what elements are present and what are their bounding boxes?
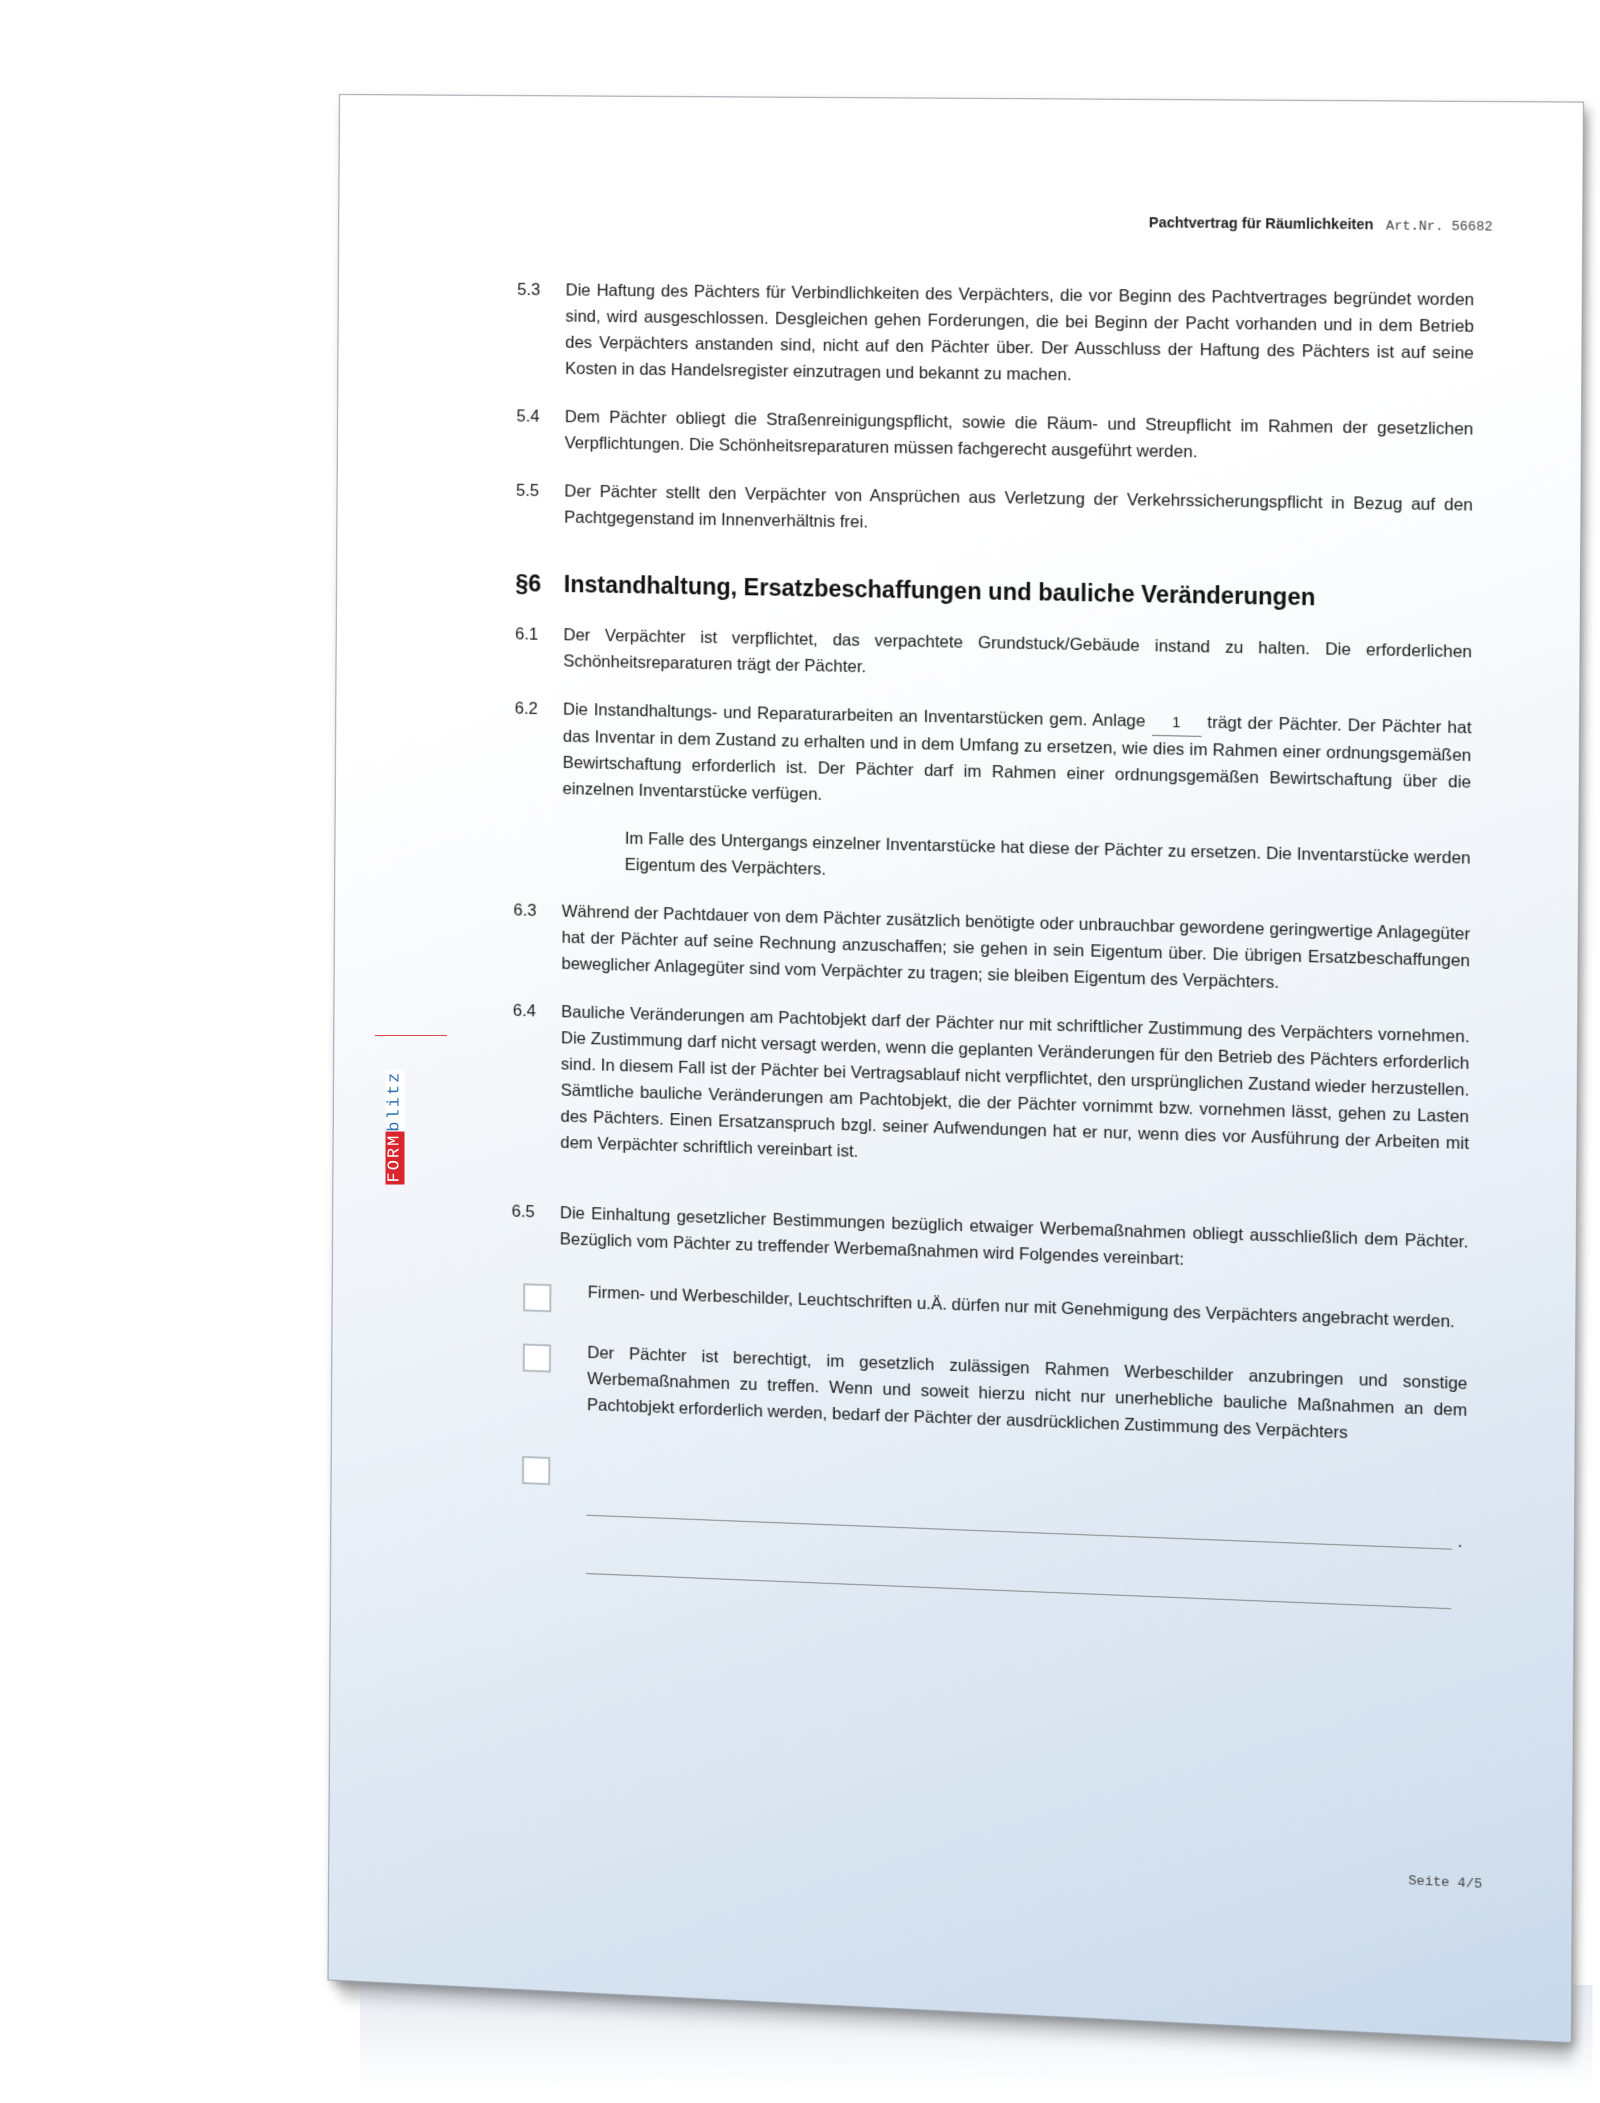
option-checkbox-2[interactable] — [523, 1343, 551, 1372]
option-row-3 — [509, 1449, 1467, 1649]
paragraph-text-after: trägt der Pächter. Der Pächter hat das Inventar in dem Zustand zu erhalten und in dem Umfang zu ersetzen, wie dies im Rahmen einer ordnungsgemäßen Bewirtschaftung erforderlich ist. Der Pächter darf im Rahmen einer ordnungsgemäßen Bewirtschaftung über die einzelnen Inventarstücke verfügen. — [562, 713, 1472, 804]
option-text-1: Firmen- und Werbeschilder, Leuchtschriften u.Ä. dürfen nur mit Genehmigung des Verpächters angebracht werden. — [587, 1283, 1455, 1332]
paragraph-text: Bauliche Veränderungen am Pachtobjekt darf der Pächter nur mit schriftlicher Zustimmung des Verpächters vornehmen. Die Zustimmung darf nicht versagt werden, wenn die geplanten Veränderungen für den Betrieb des Pächters erforderlich sind. In diesem Fall ist der Pächter bei Vertragsablauf nicht verpflichtet, den ursprünglichen Zustand wieder herzustellen. Sämtliche bauliche Veränderungen am Pachtobjekt, die der Pächter vornimmt bzw. vornehmen lässt, gehen zu Lasten des Pächters. Einen Ersatzanspruch bzgl. seiner Aufwendungen hat er nur, wenn dies vor Ausführung der Arbeiten mit dem Verpächter schriftlich vereinbart ist. — [560, 1003, 1470, 1161]
paragraph-6-2 — [514, 696, 1472, 899]
section-heading-6 — [515, 570, 1472, 614]
formblitz-logo — [382, 1035, 406, 1185]
page-number: Seite 4/5 — [1408, 1873, 1483, 1892]
paragraph-6-3 — [513, 897, 1470, 1001]
logo-blitz: blitz — [385, 1070, 405, 1132]
paragraph-number: 6.1 — [515, 625, 539, 644]
document-title: Pachtvertrag für Räumlichkeiten — [1148, 214, 1374, 233]
logo-form: FORM — [385, 1133, 405, 1183]
paragraph-text: Der Pächter stellt den Verpächter von Ansprüchen aus Verletzung der Verkehrssicherungspflicht in Bezug auf den Pachtgegenstand im Innenverhältnis frei. — [564, 482, 1473, 532]
paragraph-number: 6.5 — [511, 1202, 535, 1222]
paragraph-6-5 — [511, 1199, 1468, 1283]
document-body — [509, 277, 1474, 1650]
document-header — [1149, 214, 1493, 234]
paragraph-text-before: Die Instandhaltungs- und Reparaturarbeiten an Inventarstücken gem. Anlage — [562, 700, 1146, 731]
paragraph-5-3 — [517, 277, 1475, 394]
paragraph-text: Während der Pachtdauer von dem Pächter zusätzlich benötigte oder unbrauchbar gewordene geringwertige Anlagegüter hat der Pächter auf seine Rechnung anzuschaffen; sie gehen in sein Eigentum über. Die übrigen Ersatzbeschaffungen beweglicher Anlagegüter sind vom Verpächter zu tragen; sie bleiben Eigentum des Verpächters. — [561, 902, 1471, 993]
anlage-field[interactable]: 1 — [1151, 708, 1201, 737]
paragraph-text: Die Einhaltung gesetzlicher Bestimmungen bezüglich etwaiger Werbemaßnahmen obliegt ausschließlich dem Pächter. Bezüglich vom Pächter zu treffender Werbemaßnahmen wird Folgendes vereinbart: — [559, 1204, 1469, 1269]
paragraph-number: 6.3 — [513, 901, 537, 921]
free-text-line-2[interactable] — [586, 1573, 1451, 1609]
line-end-period: . — [1457, 1532, 1463, 1552]
option-row-2 — [510, 1337, 1467, 1451]
paragraph-6-4 — [512, 998, 1470, 1184]
option-row-1 — [511, 1277, 1468, 1344]
paragraph-text: Die Haftung des Pächters für Verbindlichkeiten des Verpächters, die vor Beginn des Pachtvertrages begründet worden sind, wird ausgeschlossen. Desgleichen gehen Forderungen, die bei Beginn der Pacht vorhanden und in dem Betrieb des Verpächters anstanden sind, nicht auf den Pächter über. Der Ausschluss der Haftung des Pächters ist auf seine Kosten in das Handelsregister einzutragen und bekannt zu machen. — [565, 281, 1475, 385]
option-checkbox-1[interactable] — [523, 1283, 551, 1312]
paragraph-5-4 — [516, 403, 1473, 469]
paragraph-5-5 — [516, 478, 1473, 546]
paragraph-number: 5.5 — [515, 481, 540, 501]
free-text-line-1[interactable] — [586, 1515, 1451, 1550]
paragraph-number: 6.2 — [514, 699, 538, 719]
paragraph-number: 5.3 — [517, 280, 541, 300]
paragraph-number: 5.4 — [516, 407, 540, 426]
paragraph-subtext: Im Falle des Untergangs einzelner Inventarstücke hat diese der Pächter zu ersetzen. Die Inventarstücke werden Eigentum des Verpächters. — [624, 829, 1471, 879]
paragraph-6-1 — [515, 621, 1472, 692]
option-text-2: Der Pächter ist berechtigt, im gesetzlich zulässigen Rahmen Werbeschilder anzubringen und sonstige Werbemaßnahmen zu treffen. Wenn und soweit hierzu nicht nur unerhebliche bauliche Maßnahmen an dem Pachtobjekt erforderlich werden, bedarf der Pächter der ausdrücklichen Zustimmung des Verpächters — [586, 1343, 1468, 1443]
paragraph-text — [562, 697, 1472, 899]
option-checkbox-3[interactable] — [522, 1456, 550, 1485]
paragraph-text: Der Verpächter ist verpflichtet, das verpachtete Grundstuck/Gebäude instand zu halten. Die erforderlichen Schönheitsreparaturen trägt der Pächter. — [563, 626, 1473, 677]
article-number: Art.Nr. 56682 — [1385, 218, 1493, 235]
section-number: §6 — [515, 570, 542, 597]
section-title: Instandhaltung, Ersatzbeschaffungen und bauliche Veränderungen — [563, 570, 1316, 611]
formblitz-logo-text — [386, 1035, 405, 1185]
option-free-text[interactable] — [586, 1452, 1467, 1639]
document-page — [329, 95, 1584, 2042]
paragraph-number: 6.4 — [512, 1001, 536, 1021]
paragraph-text: Dem Pächter obliegt die Straßenreinigungspflicht, sowie die Räum- und Streupflicht im Rahmen der gesetzlichen Verpflichtungen. Die Schönheitsreparaturen müssen fachgerecht ausgeführt werden. — [564, 408, 1474, 462]
